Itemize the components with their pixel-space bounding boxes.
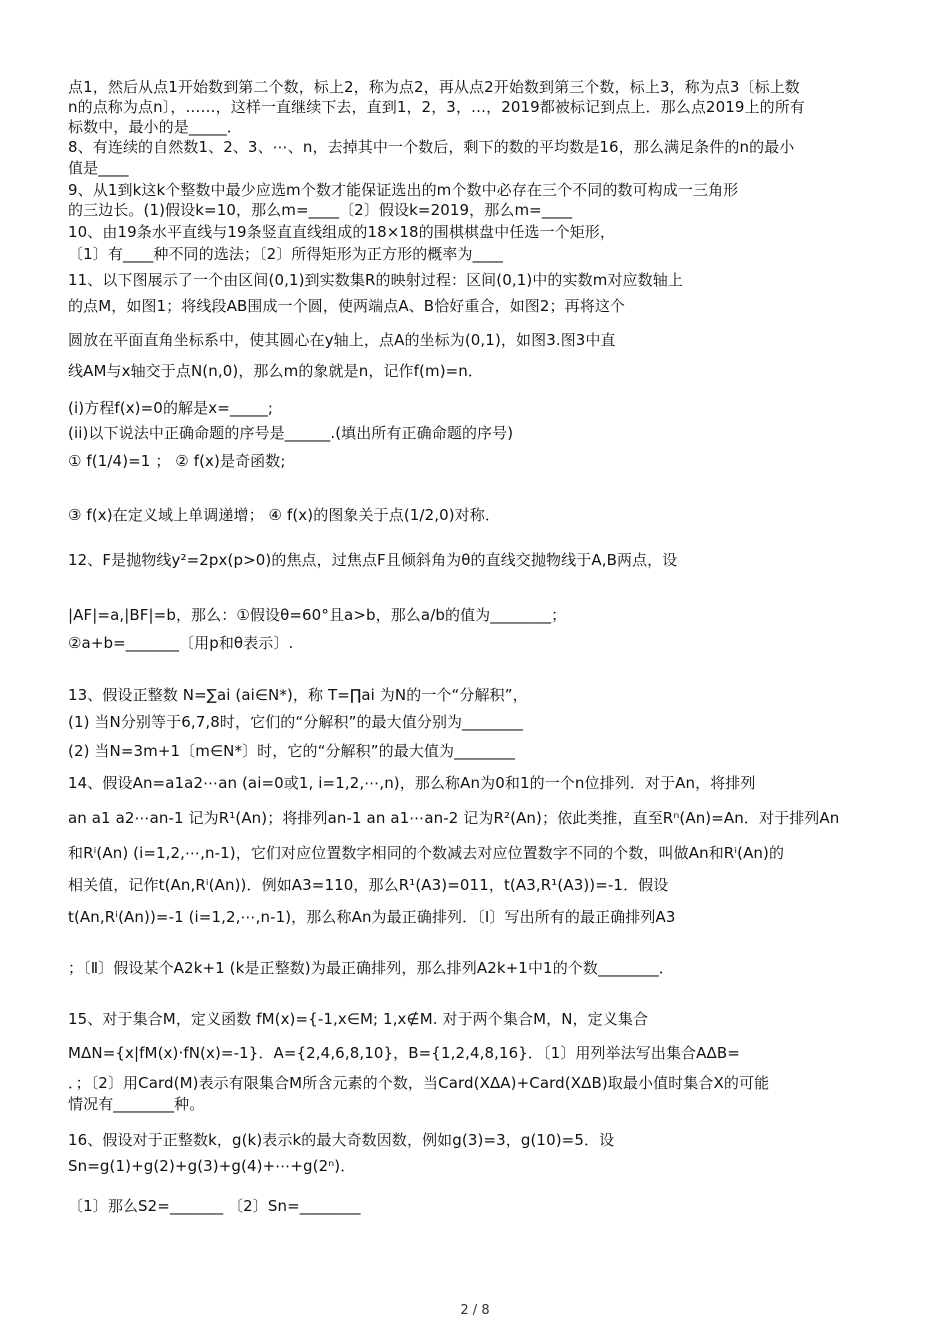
text-line: 15、对于集合M，定义函数 fM(x)={-1,x∈M; 1,x∉M. 对于两个集合M，N，定义集合 [68,1010,649,1028]
text-line: ．；〔2〕用Card(M)表示有限集合M所含元素的个数，当Card(XΔA)+Card(XΔB)取最小值时集合X的可能 [68,1074,770,1092]
text-line: 14、假设An=a1a2⋯an (ai=0或1, i=1,2,⋯,n)，那么称An为0和1的一个n位排列．对于An，将排列 [68,774,756,792]
text-line: (ii)以下说法中正确命题的序号是______.(填出所有正确命题的序号) [68,424,514,442]
text-line: (2) 当N=3m+1〔m∈N*〕时，它的“分解积”的最大值为________ [68,742,515,760]
text-line: t(An,Rⁱ(An))=-1 (i=1,2,⋯,n-1)，那么称An为最正确排列．〔Ⅰ〕写出所有的最正确排列A3 [68,908,676,926]
text-line: 点1，然后从点1开始数到第二个数，标上2，称为点2，再从点2开始数到第三个数，标上3，称为点3〔标上数 [68,78,800,96]
text-line: 值是____ [68,159,129,177]
text-line: 〔1〕有____种不同的选法；〔2〕所得矩形为正方形的概率为____ [68,245,503,263]
text-line: ① f(1/4)=1 ； ② f(x)是奇函数; [68,452,286,470]
text-line: 和Rⁱ(An) (i=1,2,⋯,n-1)，它们对应位置数字相同的个数减去对应位置数字不同的个数，叫做An和Rⁱ(An)的 [68,844,785,862]
text-line: (1) 当N分别等于6,7,8时，它们的“分解积”的最大值分别为________ [68,713,523,731]
text-line: MΔN={x|fM(x)·fN(x)=-1}．A={2,4,6,8,10}，B={1,2,4,8,16}．〔1〕用列举法写出集合AΔB= [68,1044,740,1062]
text-line: ③ f(x)在定义域上单调递增； ④ f(x)的图象关于点(1/2,0)对称． [68,506,500,524]
text-line: (i)方程f(x)=0的解是x=_____; [68,399,274,417]
text-line: 9、从1到k这k个整数中最少应选m个数才能保证选出的m个数中必存在三个不同的数可构成一三角形 [68,181,739,199]
text-line: 标数中，最小的是_____． [68,118,242,136]
text-line: n的点称为点n〕，……，这样一直继续下去，直到1，2，3，…，2019都被标记到点上．那么点2019上的所有 [68,98,805,116]
text-line: |AF|=a,|BF|=b，那么：①假设θ=60°且a>b，那么a/b的值为________； [68,606,567,624]
text-line: 线AM与x轴交于点N(n,0)，那么m的象就是n，记作f(m)=n． [68,362,484,380]
page-number: 2 / 8 [460,1303,490,1318]
text-line: 圆放在平面直角坐标系中，使其圆心在y轴上，点A的坐标为(0,1)，如图3.图3中直 [68,331,616,349]
text-line: 情况有________种。 [68,1095,205,1113]
text-line: 16、假设对于正整数k，g(k)表示k的最大奇数因数，例如g(3)=3，g(10)=5．设 [68,1131,615,1149]
text-line: ；〔Ⅱ〕假设某个A2k+1 (k是正整数)为最正确排列，那么排列A2k+1中1的个数________． [68,959,674,977]
text-line: 8、有连续的自然数1、2、3、⋯、n，去掉其中一个数后，剩下的数的平均数是16，那么满足条件的n的最小 [68,138,795,156]
text-line: Sn=g(1)+g(2)+g(3)+g(4)+⋯+g(2ⁿ)． [68,1157,356,1175]
text-line: 的三边长。(1)假设k=10，那么m=____〔2〕假设k=2019，那么m=____ [68,201,573,219]
text-line: 10、由19条水平直线与19条竖直直线组成的18×18的围棋棋盘中任选一个矩形， [68,223,616,241]
text-line: 相关值，记作t(An,Rⁱ(An))．例如A3=110，那么R¹(A3)=011，t(A3,R¹(A3))=-1．假设 [68,876,669,894]
text-line: ②a+b=_______〔用p和θ表示〕. [68,634,294,652]
text-line: 11、以下图展示了一个由区间(0,1)到实数集R的映射过程：区间(0,1)中的实数m对应数轴上 [68,271,683,289]
text-line: 〔1〕那么S2=_______ 〔2〕Sn=________ [68,1197,361,1215]
text-line: an a1 a2⋯an-1 记为R¹(An)；将排列an-1 an a1⋯an-2 记为R²(An)；依此类推，直至Rⁿ(An)=An．对于排列An [68,809,840,827]
text-line: 12、F是抛物线y²=2px(p>0)的焦点，过焦点F且倾斜角为θ的直线交抛物线于A,B两点，设 [68,551,678,569]
text-line: 的点M，如图1；将线段AB围成一个圆，使两端点A、B恰好重合，如图2；再将这个 [68,297,626,315]
text-line: 13、假设正整数 N=∑ai (ai∈N*)，称 T=∏ai 为N的一个“分解积”， [68,686,528,704]
